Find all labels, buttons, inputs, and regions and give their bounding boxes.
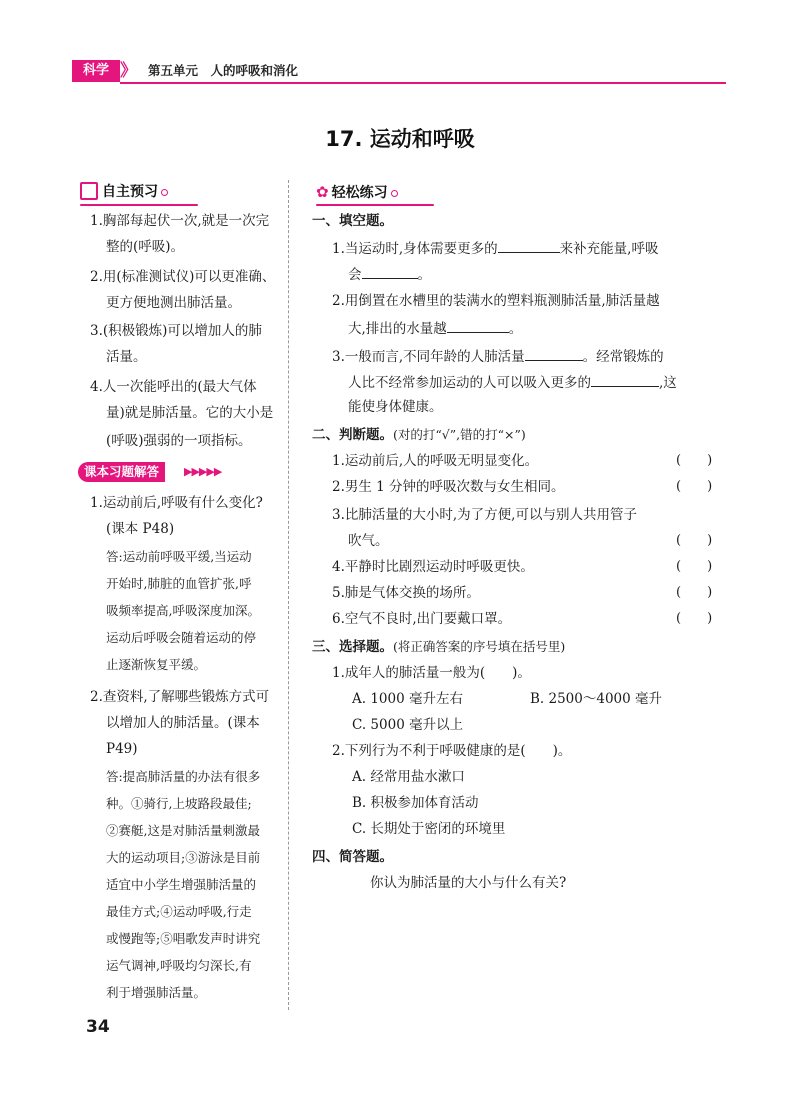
answer-line: 答:提高肺活量的办法有很多 <box>106 769 261 784</box>
question-line <box>348 372 677 392</box>
preview-line: 整的(呼吸)。 <box>106 239 185 255</box>
chevron-icon: 》 <box>120 61 137 81</box>
textbook-line: (课本 P48) <box>106 521 175 537</box>
textbook-line: 1.运动前后,呼吸有什么变化? <box>90 495 263 511</box>
answer-line: 适宜中小学生增强肺活量的 <box>106 877 257 892</box>
answer-blank[interactable] <box>525 346 583 361</box>
answer-line: 运气调神,呼吸均匀深长,有 <box>106 958 252 973</box>
choice-note: (将正确答案的序号填在括号里) <box>393 639 566 654</box>
judge-item: 3.比肺活量的大小时,为了方便,可以与别人共用管子 <box>332 507 637 523</box>
tab-underline <box>80 204 198 206</box>
section-practice-tab <box>316 181 434 203</box>
question-text: 会 <box>348 267 362 283</box>
judge-item: 2.男生 1 分钟的呼吸次数与女生相同。 <box>332 479 565 495</box>
question-text: 来补充能量,呼吸 <box>559 241 659 257</box>
judge-item: 4.平静时比剧烈运动时呼吸更快。 <box>332 559 534 575</box>
textbook-line: 以增加人的肺活量。(课本 <box>106 715 260 731</box>
preview-line: 量)就是肺活量。它的大小是 <box>106 405 274 421</box>
section-practice-title: 轻松练习 <box>331 185 388 201</box>
answer-line: 最佳方式;④运动呼吸,行走 <box>106 904 252 919</box>
dot-icon <box>161 189 168 196</box>
textbook-line: P49) <box>106 741 138 757</box>
answer-line: 或慢跑等;⑤唱歌发声时讲究 <box>106 931 261 946</box>
answer-paren[interactable]: ( ) <box>676 479 713 494</box>
answer-paren[interactable]: ( ) <box>676 611 713 626</box>
question-text: 大,排出的水量越 <box>348 321 447 337</box>
column-divider <box>288 180 289 1010</box>
answer-blank[interactable] <box>362 264 418 279</box>
question-line <box>332 238 658 258</box>
arrow-icons: ▶▶▶▶▶ <box>184 465 222 478</box>
answer-paren[interactable]: ( ) <box>676 533 713 548</box>
choice-option: C. 长期处于密闭的环境里 <box>352 821 506 837</box>
question-line: 能使身体健康。 <box>348 399 443 415</box>
answer-blank[interactable] <box>591 372 659 387</box>
answer-line: 运动后呼吸会随着运动的停 <box>106 630 257 645</box>
section-preview-tab <box>80 181 198 203</box>
choice-option: B. 2500～4000 毫升 <box>530 691 663 707</box>
subject-badge: 科学 <box>72 60 120 82</box>
judge-note: (对的打“√”,错的打“×”) <box>393 427 526 442</box>
choice-question: 2.下列行为不利于呼吸健康的是( )。 <box>332 743 572 759</box>
judge-item: 1.运动前后,人的呼吸无明显变化。 <box>332 453 539 469</box>
question-text: 3.一般而言,不同年龄的人肺活量 <box>332 349 525 365</box>
choice-option: A. 1000 毫升左右 <box>352 691 463 707</box>
choice-option: A. 经常用盐水漱口 <box>352 769 465 785</box>
dot-icon <box>391 190 398 197</box>
question-text: ,这 <box>659 375 677 391</box>
answer-line: 大的运动项目;③游泳是目前 <box>106 850 261 865</box>
section-preview-title: 自主预习 <box>102 184 158 200</box>
answer-blank[interactable] <box>447 318 509 333</box>
question-text: 。经常锻炼的 <box>582 349 664 365</box>
question-text: 1.当运动时,身体需要更多的 <box>332 241 498 257</box>
question-line <box>348 264 431 284</box>
choice-heading-line <box>312 638 565 656</box>
page-number: 34 <box>86 1017 110 1037</box>
preview-line: (呼吸)强弱的一项指标。 <box>106 433 252 449</box>
preview-line: 2.用(标准测试仪)可以更准确、 <box>90 269 276 285</box>
answer-line: 种。①骑行,上坡路段最佳; <box>106 796 252 811</box>
judge-item-cont: 吹气。 <box>348 533 389 549</box>
question-text: 。 <box>417 267 431 283</box>
header-rule <box>120 82 726 84</box>
answer-paren[interactable]: ( ) <box>676 559 713 574</box>
question-line: 2.用倒置在水槽里的装满水的塑料瓶测肺活量,肺活量越 <box>332 293 660 309</box>
judge-heading-line <box>312 426 526 444</box>
section-textbook-tab: 课本习题解答 <box>78 462 165 482</box>
square-icon <box>80 182 98 200</box>
answer-line: 吸频率提高,呼吸深度加深。 <box>106 603 260 618</box>
preview-line: 4.人一次能呼出的(最大气体 <box>90 379 257 395</box>
choice-option: B. 积极参加体育活动 <box>352 795 479 811</box>
answer-paren[interactable]: ( ) <box>676 453 713 468</box>
flower-icon: ✿ <box>316 183 329 201</box>
choice-heading: 三、选择题。 <box>312 639 393 655</box>
answer-paren[interactable]: ( ) <box>676 585 713 600</box>
lesson-title: 17. 运动和呼吸 <box>325 127 475 151</box>
judge-item: 6.空气不良时,出门要戴口罩。 <box>332 611 512 627</box>
preview-line: 3.(积极锻炼)可以增加人的肺 <box>90 323 262 339</box>
choice-option: C. 5000 毫升以上 <box>352 717 464 733</box>
unit-title: 第五单元 人的呼吸和消化 <box>148 63 299 78</box>
short-question: 你认为肺活量的大小与什么有关? <box>370 875 567 891</box>
judge-item: 5.肺是气体交换的场所。 <box>332 585 480 601</box>
answer-line: 开始时,肺脏的血管扩张,呼 <box>106 576 252 591</box>
answer-line: ②赛艇,这是对肺活量刺激最 <box>106 823 260 838</box>
question-text: 人比不经常参加运动的人可以吸入更多的 <box>348 375 591 391</box>
judge-heading: 二、判断题。 <box>312 427 393 443</box>
question-text: 。 <box>508 321 523 337</box>
preview-line: 活量。 <box>106 349 147 365</box>
answer-blank[interactable] <box>498 238 560 253</box>
short-heading: 四、简答题。 <box>312 849 393 865</box>
choice-question: 1.成年人的肺活量一般为( )。 <box>332 665 531 681</box>
fill-heading: 一、填空题。 <box>312 213 393 229</box>
preview-line: 更方便地测出肺活量。 <box>106 295 241 311</box>
answer-line: 答:运动前呼吸平缓,当运动 <box>106 549 252 564</box>
question-line <box>332 346 664 366</box>
textbook-line: 2.查资料,了解哪些锻炼方式可 <box>90 689 270 705</box>
tab-underline <box>316 204 434 206</box>
answer-line: 止逐渐恢复平缓。 <box>106 657 207 672</box>
page-header <box>72 60 726 84</box>
answer-line: 利于增强肺活量。 <box>106 985 207 1000</box>
question-line <box>348 318 522 338</box>
preview-line: 1.胸部每起伏一次,就是一次完 <box>90 213 270 229</box>
